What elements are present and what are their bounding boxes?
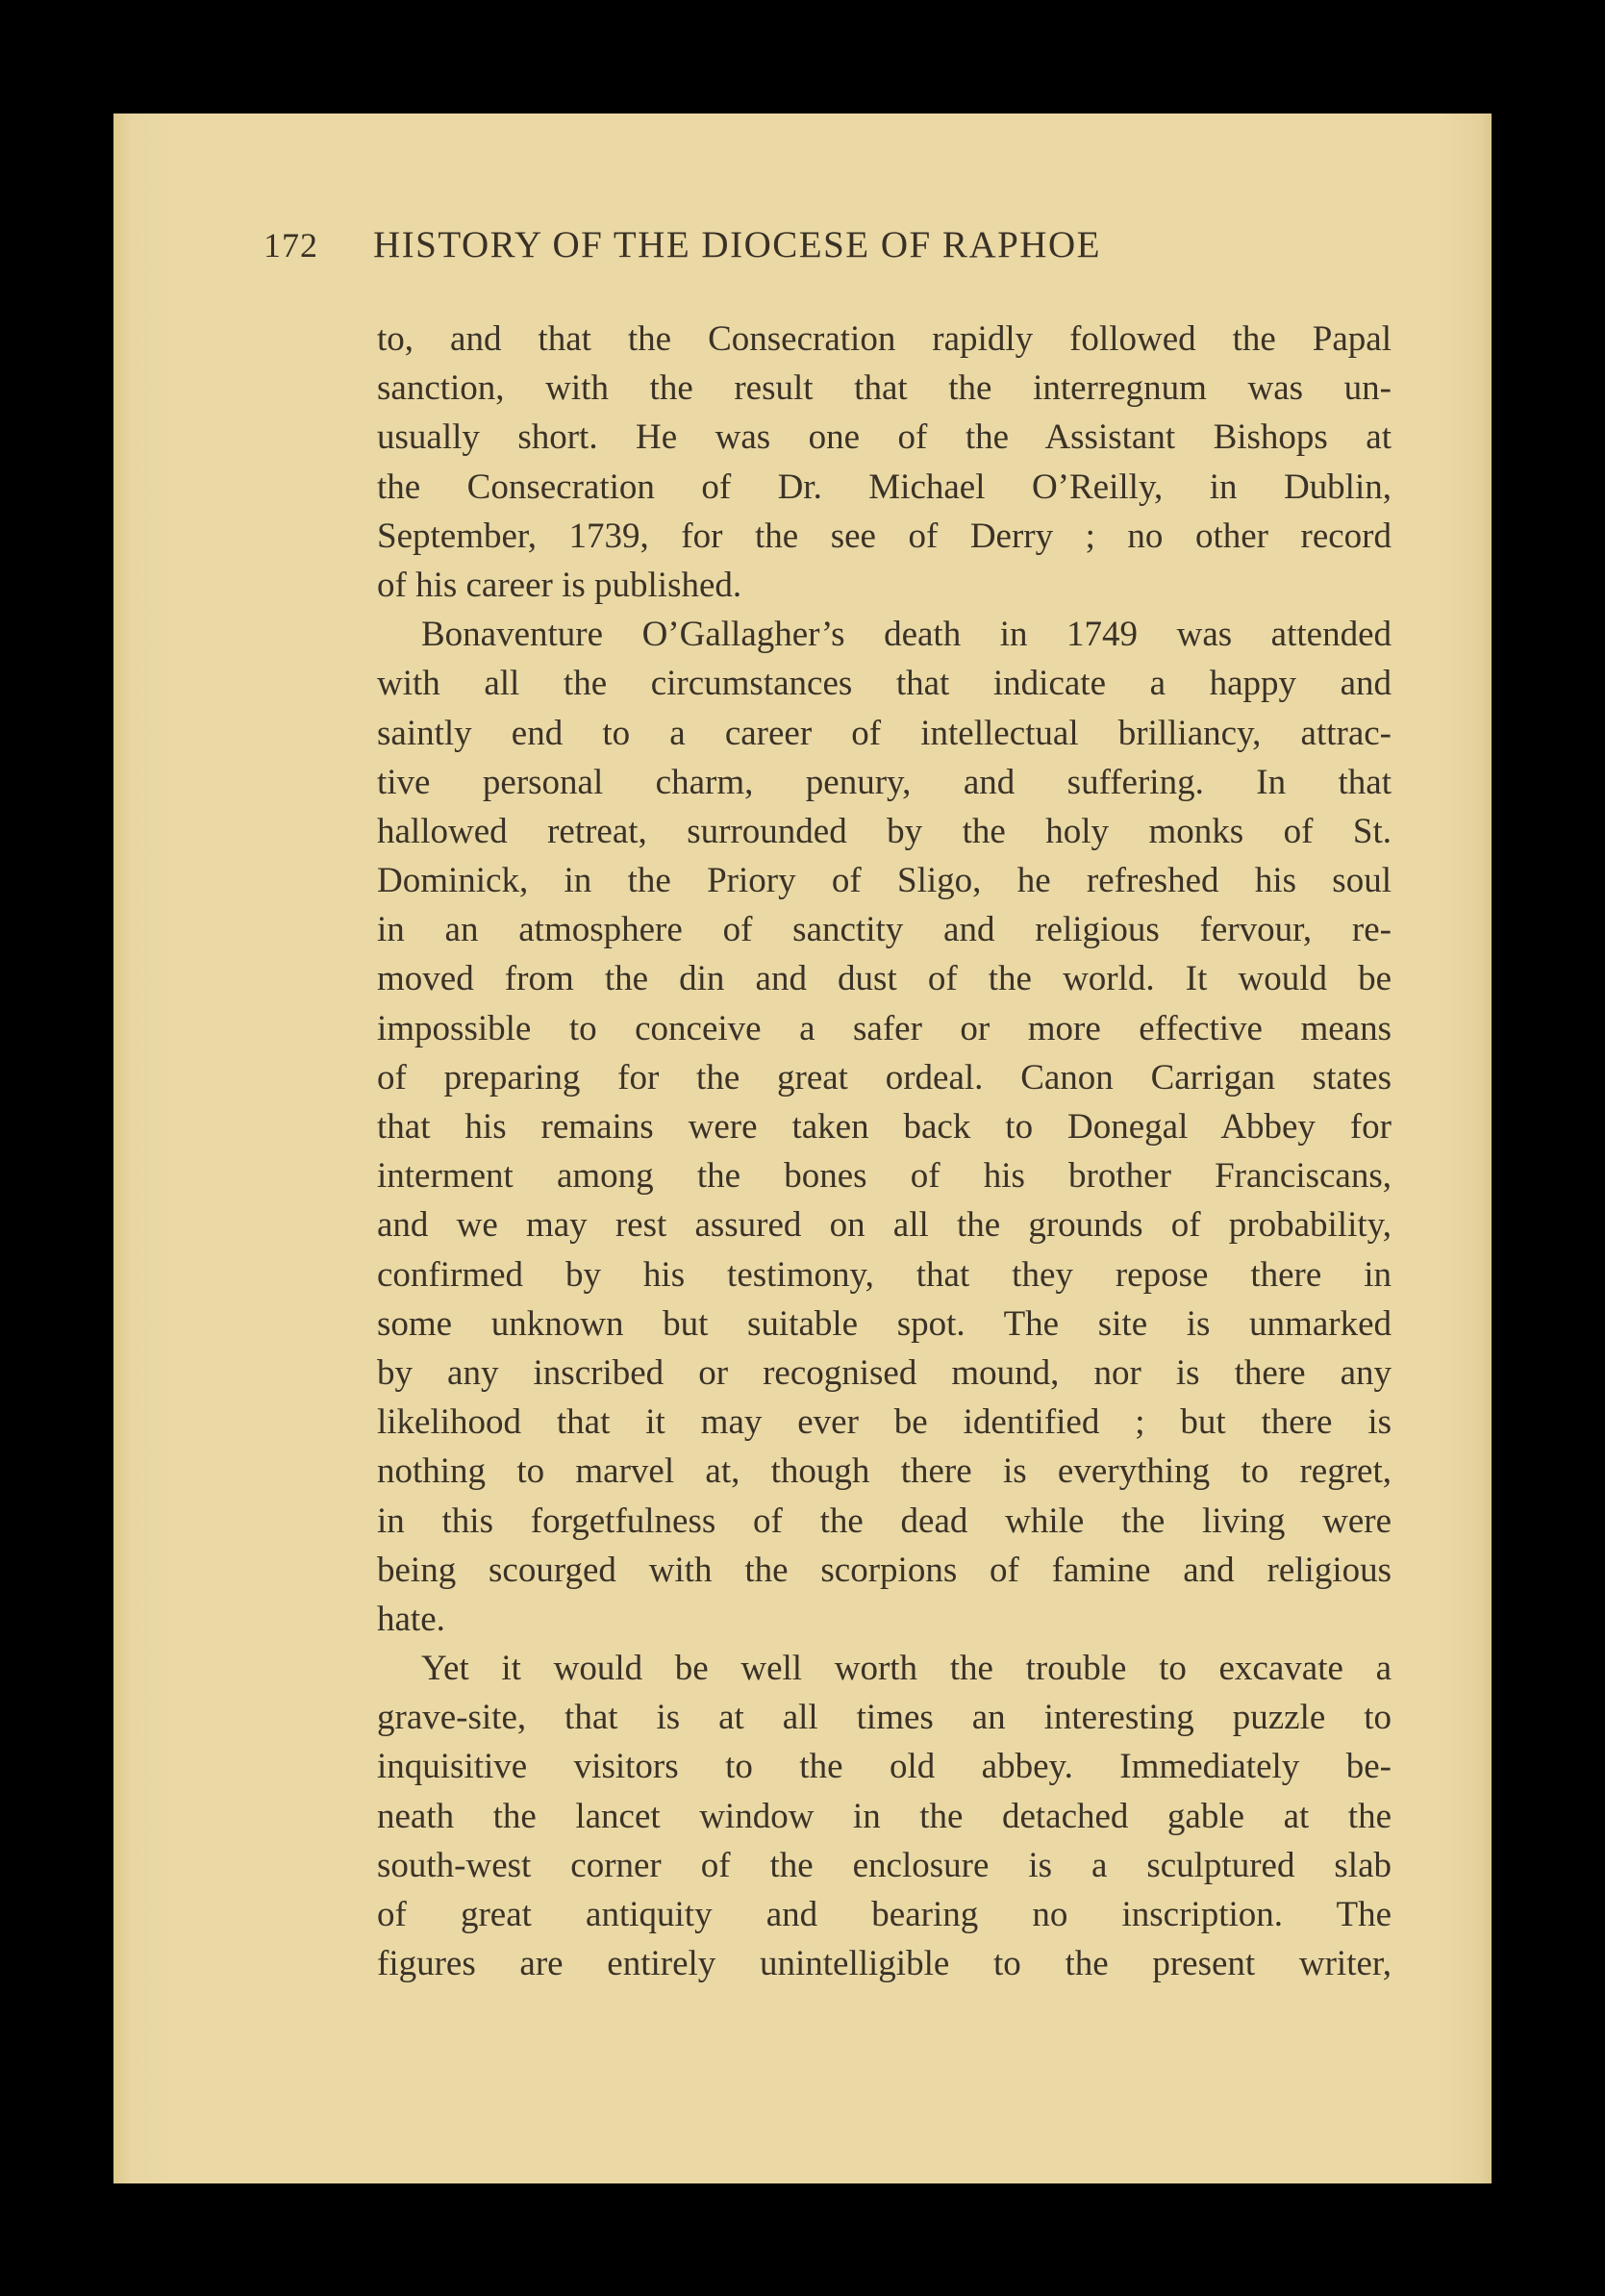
text-line: likelihood that it may ever be identified ; but there is	[377, 1402, 1392, 1443]
text-line: neath the lancet window in the detached gable at the	[377, 1796, 1392, 1836]
text-line: with all the circumstances that indicate a happy and	[377, 664, 1392, 704]
text-line: inquisitive visitors to the old abbey. Immediately be-	[377, 1747, 1392, 1787]
text-line: the Consecration of Dr. Michael O’Reilly, in Dublin,	[377, 467, 1392, 507]
text-line: moved from the din and dust of the world. It would be	[377, 959, 1392, 999]
text-line: Dominick, in the Priory of Sligo, he refreshed his soul	[377, 861, 1392, 901]
text-line: by any inscribed or recognised mound, nor is there any	[377, 1352, 1392, 1393]
text-line: of great antiquity and bearing no inscription. The	[377, 1895, 1392, 1934]
text-line: and we may rest assured on all the grounds of probability,	[377, 1205, 1392, 1246]
text-line: Bonaventure O’Gallagher’s death in 1749 was attended	[421, 615, 1392, 655]
text-line: of his career is published.	[377, 565, 742, 605]
body-text	[377, 315, 1392, 1988]
text-line: hallowed retreat, surrounded by the holy monks of St.	[377, 811, 1392, 851]
text-line: tive personal charm, penury, and suffering. In that	[377, 762, 1392, 802]
text-line: confirmed by his testimony, that they repose there in	[377, 1254, 1392, 1295]
page-number: 172	[263, 226, 318, 265]
text-line: September, 1739, for the see of Derry ; no other record	[377, 516, 1392, 556]
text-line: in an atmosphere of sanctity and religious fervour, re-	[377, 910, 1392, 950]
text-line: impossible to conceive a safer or more effective means	[377, 1008, 1392, 1048]
text-line: being scourged with the scorpions of famine and religious	[377, 1550, 1392, 1590]
text-line: Yet it would be well worth the trouble to excavate a	[421, 1649, 1392, 1689]
text-line: of preparing for the great ordeal. Canon Carrigan states	[377, 1057, 1392, 1098]
text-line: interment among the bones of his brother Franciscans,	[377, 1156, 1392, 1197]
text-line: south-west corner of the enclosure is a sculptured slab	[377, 1845, 1392, 1885]
text-line: in this forgetfulness of the dead while the living were	[377, 1501, 1392, 1541]
text-line: figures are entirely unintelligible to the present writer,	[377, 1944, 1392, 1984]
page-header	[263, 223, 1352, 273]
text-line: saintly end to a career of intellectual brilliancy, attrac-	[377, 713, 1392, 753]
text-line: some unknown but suitable spot. The site is unmarked	[377, 1303, 1392, 1344]
text-line: grave-site, that is at all times an interesting puzzle to	[377, 1698, 1392, 1738]
running-title: HISTORY OF THE DIOCESE OF RAPHOE	[373, 224, 1101, 265]
text-line: sanction, with the result that the interregnum was un-	[377, 368, 1392, 409]
text-line: nothing to marvel at, though there is everything to regret,	[377, 1451, 1392, 1492]
text-line: to, and that the Consecration rapidly followed the Papal	[377, 319, 1392, 359]
text-line: hate.	[377, 1599, 445, 1639]
text-line: usually short. He was one of the Assistant Bishops at	[377, 417, 1392, 458]
text-line: that his remains were taken back to Donegal Abbey for	[377, 1107, 1392, 1147]
